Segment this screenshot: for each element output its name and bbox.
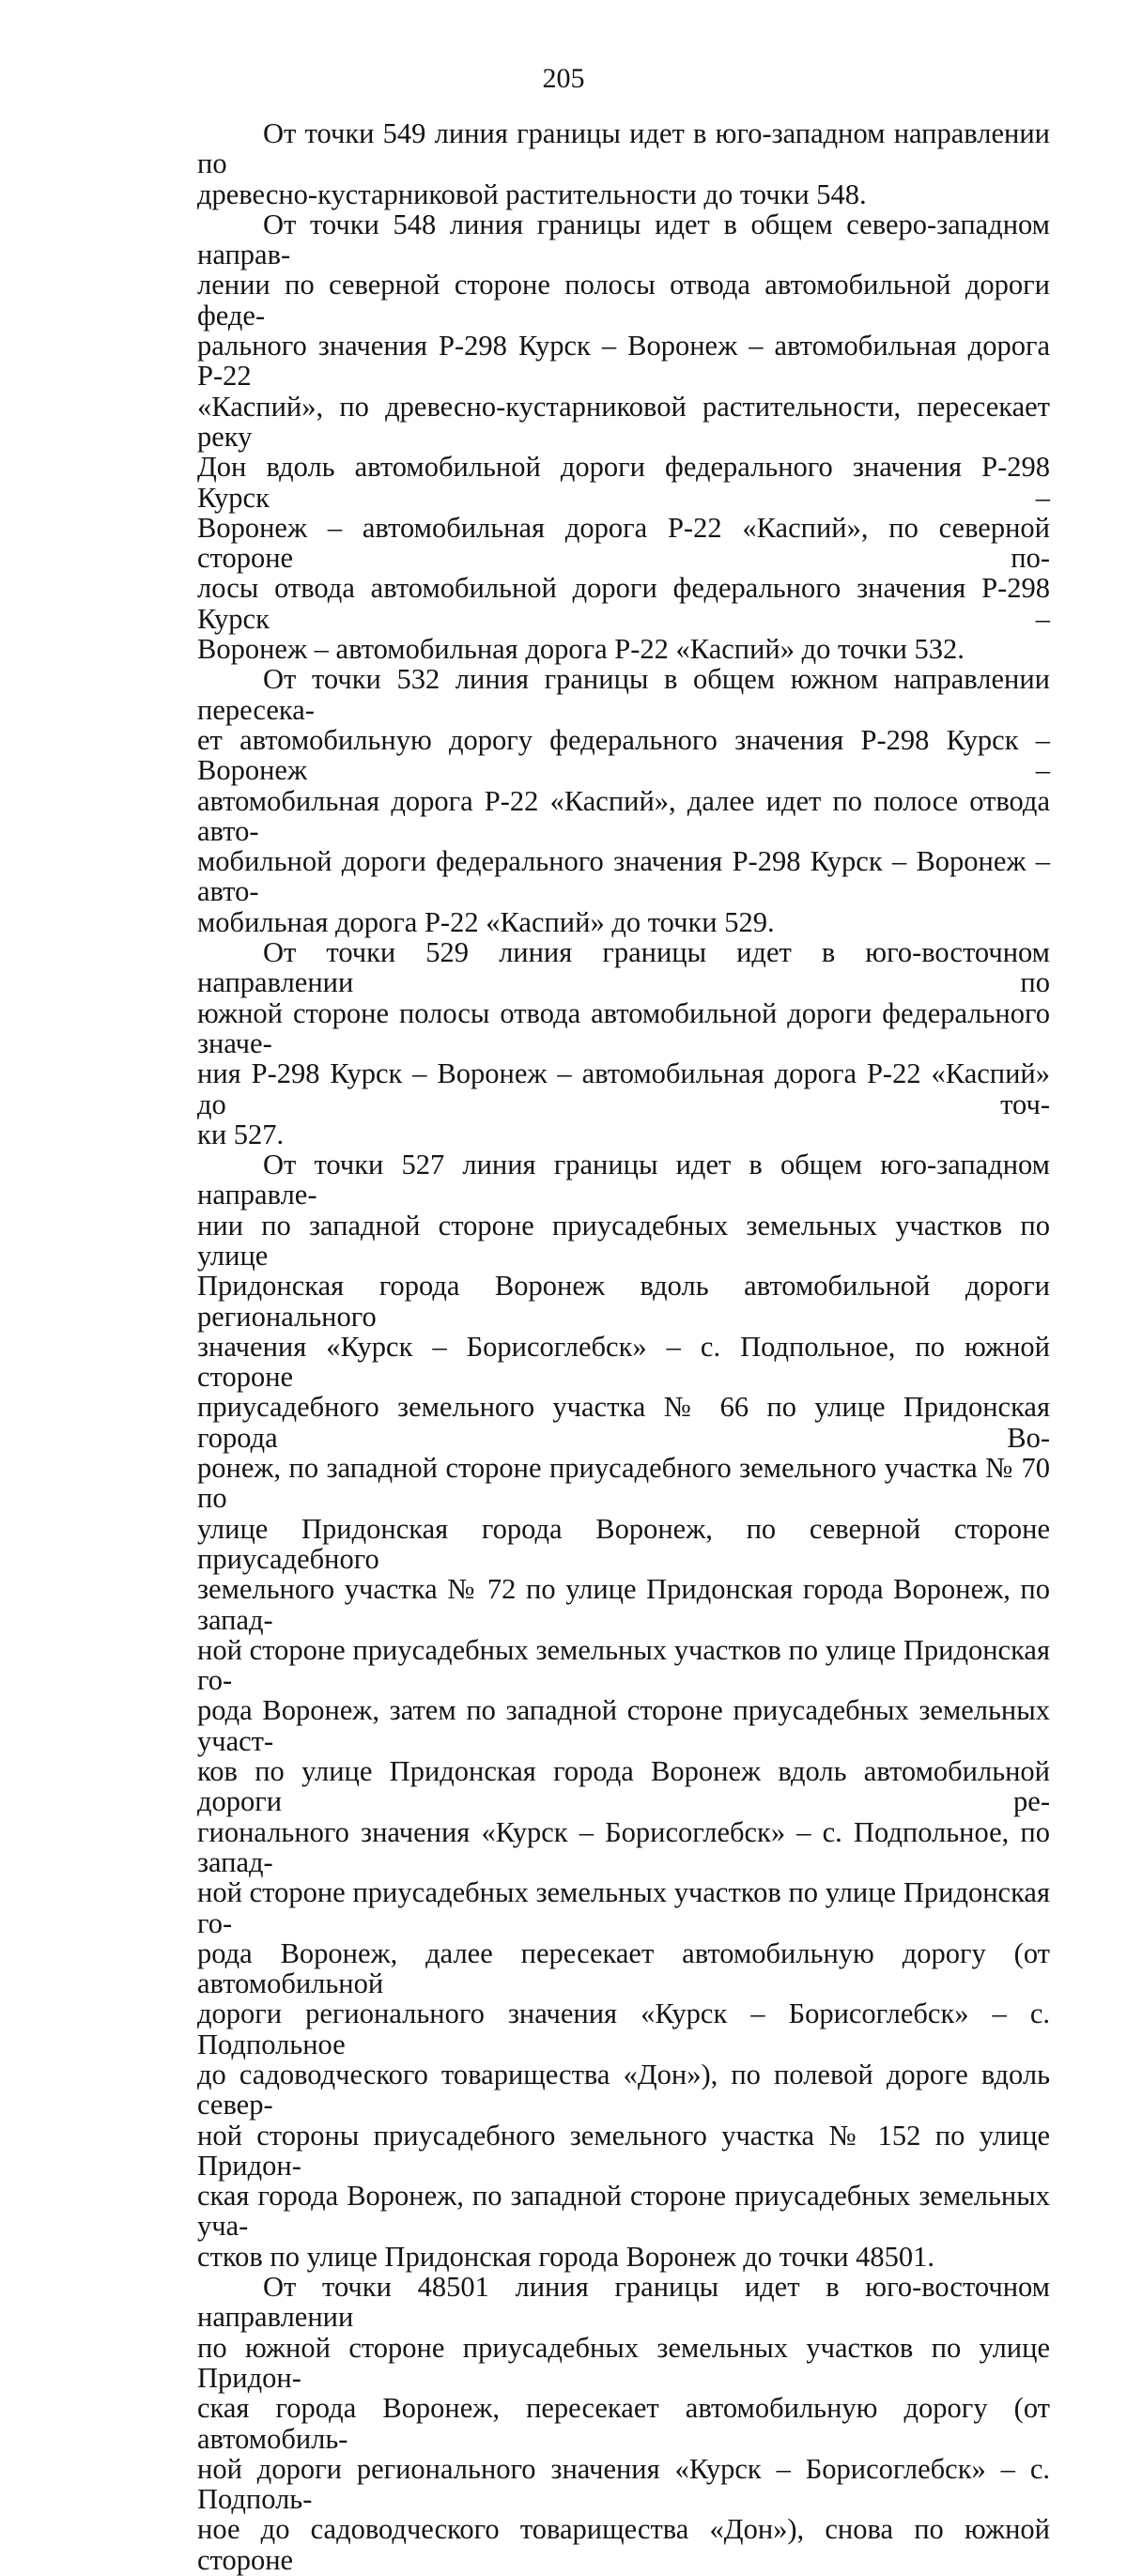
text-line: ной стороне приусадебных земельных участков по улице Придонская го- — [197, 1633, 1050, 1697]
text-line: Воронеж – автомобильная дорога Р-22 «Каспий», по северной стороне по- — [197, 511, 1050, 575]
text-line: рода Воронеж, далее пересекает автомобильную дорогу (от автомобильной — [197, 1936, 1050, 2000]
text-line: земельного участка № 72 по улице Придонская города Воронеж, по запад- — [197, 1573, 1050, 1636]
paragraph-point-548 — [197, 209, 1050, 664]
text-line: ки 527. — [197, 1118, 285, 1150]
text-line: От точки 48501 линия границы идет в юго-восточном направлении — [197, 2271, 1050, 2334]
text-line: ное до садоводческого товарищества «Дон»), снова по южной стороне — [197, 2513, 1050, 2576]
text-line: рода Воронеж, затем по западной стороне приусадебных земельных участ- — [197, 1694, 1050, 1757]
text-line: ной стороне приусадебных земельных участков по улице Придонская го- — [197, 1876, 1050, 1939]
text-line: ков по улице Придонская города Воронеж вдоль автомобильной дороги ре- — [197, 1755, 1050, 1818]
text-line: до садоводческого товарищества «Дон»), по полевой дороге вдоль север- — [197, 2059, 1050, 2121]
text-line: по южной стороне приусадебных земельных участков по улице Придон- — [197, 2331, 1050, 2394]
text-line: Воронеж – автомобильная дорога Р-22 «Каспий» до точки 532. — [197, 633, 965, 666]
text-line: От точки 548 линия границы идет в общем северо-западном направ- — [197, 208, 1050, 271]
text-line: автомобильная дорога Р-22 «Каспий», далее идет по полосе отвода авто- — [197, 784, 1050, 847]
text-line: От точки 529 линия границы идет в юго-восточном направлении по — [197, 936, 1050, 999]
paragraph-point-549 — [197, 118, 1050, 209]
paragraph-point-532 — [197, 664, 1050, 937]
text-line: стков по улице Придонская города Воронеж до точки 48501. — [197, 2240, 935, 2273]
text-line: мобильная дорога Р-22 «Каспий» до точки 529. — [197, 905, 775, 938]
text-line: улице Придонская города Воронеж, по северной стороне приусадебного — [197, 1512, 1050, 1575]
text-line: рального значения Р-298 Курск – Воронеж – автомобильная дорога Р-22 — [197, 330, 1050, 393]
text-line: Дон вдоль автомобильной дороги федерального значения Р-298 Курск – — [197, 451, 1050, 514]
text-line: ной дороги регионального значения «Курск – Борисоглебск» – с. Подполь- — [197, 2452, 1050, 2516]
text-line: ская города Воронеж, пересекает автомобильную дорогу (от автомобиль- — [197, 2392, 1050, 2455]
text-line: «Каспий», по древесно-кустарниковой растительности, пересекает реку — [197, 390, 1050, 453]
text-line: лении по северной стороне полосы отвода автомобильной дороги феде- — [197, 269, 1050, 332]
text-line: ронеж, по западной стороне приусадебного земельного участка № 70 по — [197, 1452, 1050, 1515]
text-line: мобильной дороги федерального значения Р-298 Курск – Воронеж – авто- — [197, 845, 1050, 908]
paragraph-point-527 — [197, 1149, 1050, 2272]
document-body — [197, 118, 1050, 2575]
text-line: южной стороне полосы отвода автомобильной дороги федерального значе- — [197, 996, 1050, 1059]
text-line: нии по западной стороне приусадебных земельных участков по улице — [197, 1209, 1050, 1272]
text-line: ет автомобильную дорогу федерального значения Р-298 Курск – Воронеж – — [197, 723, 1050, 787]
text-line: дороги регионального значения «Курск – Борисоглебск» – с. Подпольное — [197, 1998, 1050, 2060]
text-line: От точки 527 линия границы идет в общем юго-западном направле- — [197, 1149, 1050, 1211]
text-line: Придонская города Воронеж вдоль автомобильной дороги регионального — [197, 1270, 1050, 1333]
paragraph-point-48501 — [197, 2272, 1050, 2575]
text-line: древесно-кустарниковой растительности до точки 548. — [197, 177, 867, 210]
text-line: лосы отвода автомобильной дороги федерального значения Р-298 Курск – — [197, 572, 1050, 635]
text-line: приусадебного земельного участка № 66 по улице Придонская города Во- — [197, 1391, 1050, 1454]
text-line: ной стороны приусадебного земельного участка № 152 по улице Придон- — [197, 2119, 1050, 2182]
text-line: От точки 532 линия границы в общем южном направлении пересека- — [197, 663, 1050, 726]
text-line: ская города Воронеж, по западной стороне приусадебных земельных уча- — [197, 2180, 1050, 2243]
text-line: От точки 549 линия границы идет в юго-западном направлении по — [197, 117, 1050, 180]
text-line: значения «Курск – Борисоглебск» – с. Подпольное, по южной стороне — [197, 1330, 1050, 1394]
page-number: 205 — [542, 63, 585, 94]
paragraph-point-529 — [197, 937, 1050, 1149]
text-line: гионального значения «Курск – Борисоглебск» – с. Подпольное, по запад- — [197, 1815, 1050, 1878]
text-line: ния Р-298 Курск – Воронеж – автомобильная дорога Р-22 «Каспий» до точ- — [197, 1057, 1050, 1120]
